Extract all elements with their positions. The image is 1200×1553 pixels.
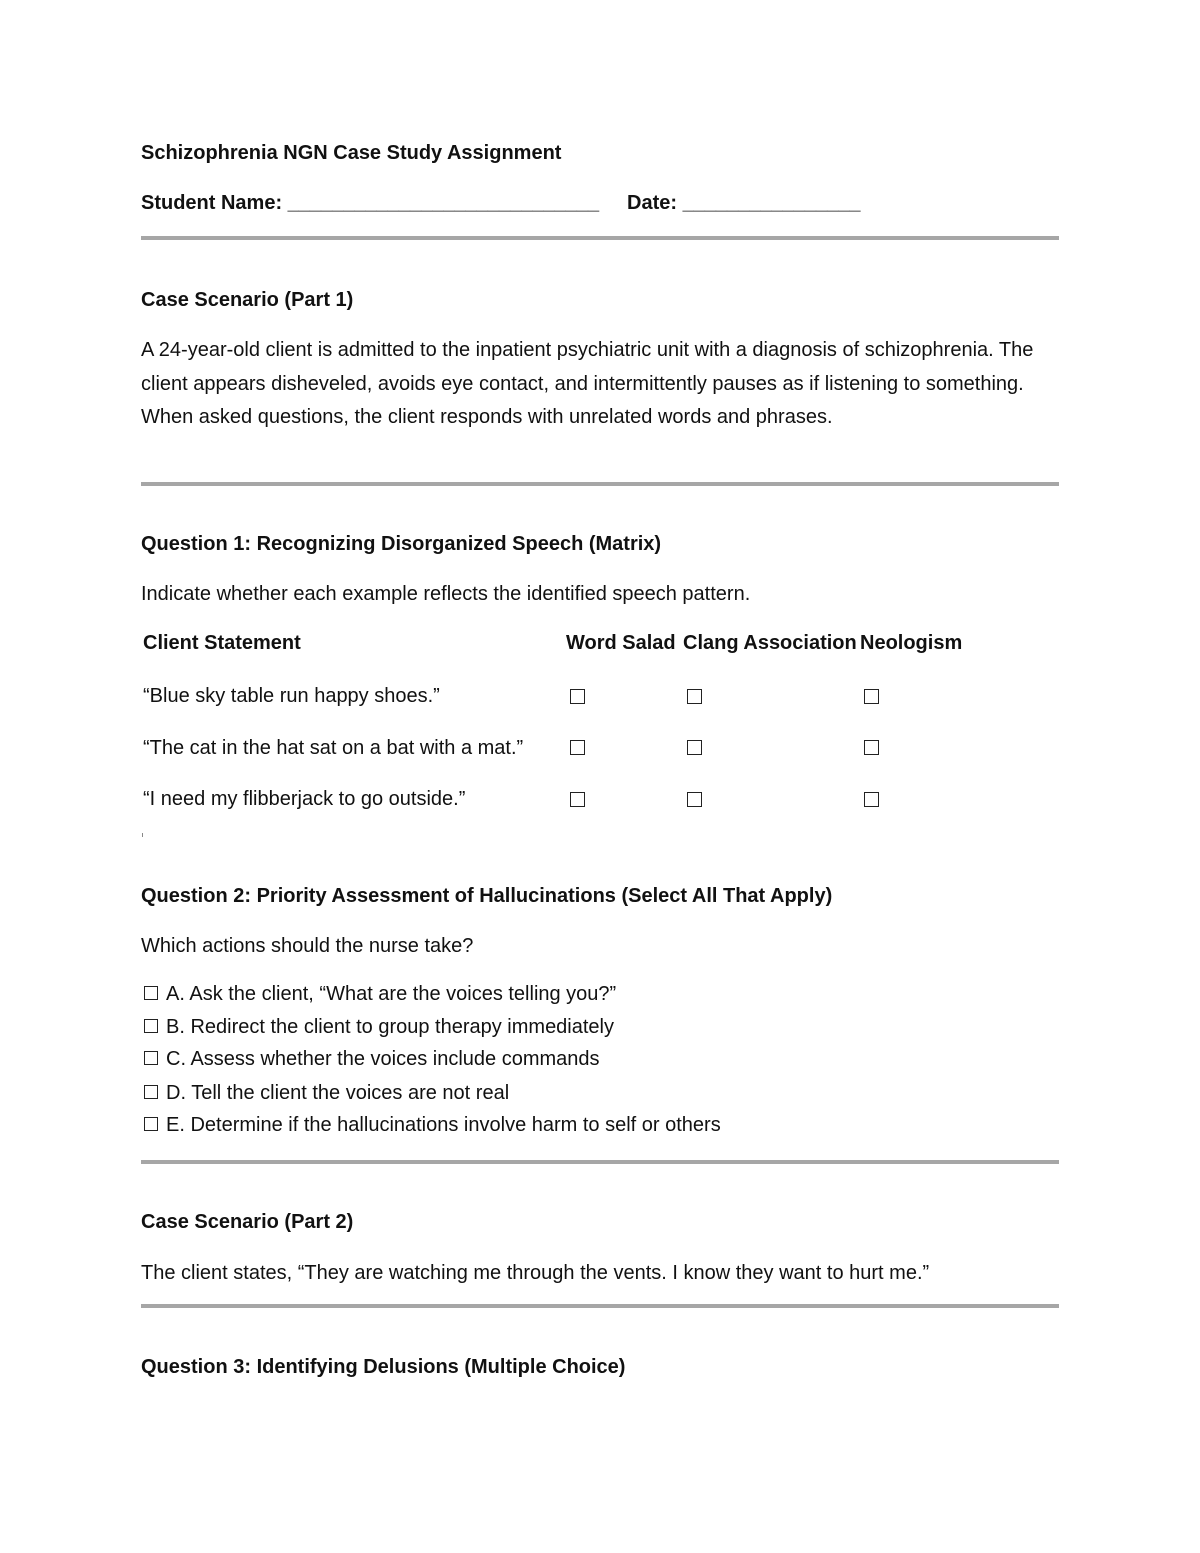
scenario2-heading: Case Scenario (Part 2) bbox=[141, 1211, 354, 1233]
matrix-row-statement: “The cat in the hat sat on a bat with a mat.” bbox=[143, 737, 524, 759]
document-title: Schizophrenia NGN Case Study Assignment bbox=[141, 142, 562, 164]
option-e[interactable] bbox=[144, 1114, 721, 1137]
matrix-checkbox-clang-association[interactable] bbox=[687, 689, 702, 704]
option-label: A. Ask the client, “What are the voices telling you?” bbox=[166, 983, 617, 1005]
matrix-checkbox-word-salad[interactable] bbox=[570, 689, 585, 704]
student-name-line: Student Name: ____________________________ bbox=[141, 192, 600, 214]
matrix-header-clang-association: Clang Association bbox=[683, 632, 857, 654]
matrix-checkbox-neologism[interactable] bbox=[864, 740, 879, 755]
matrix-checkbox-neologism[interactable] bbox=[864, 689, 879, 704]
scenario1-body: A 24-year-old client is admitted to the inpatient psychiatric unit with a diagnosis of schizophrenia. The client appears disheveled, avoids eye contact, and intermittently pauses as if listening to something. When asked questions, the client responds with unrelated words and phrases. bbox=[141, 339, 1034, 428]
matrix-checkbox-word-salad[interactable] bbox=[570, 792, 585, 807]
section-divider bbox=[141, 236, 1059, 240]
question2-prompt: Which actions should the nurse take? bbox=[141, 935, 474, 957]
option-label: B. Redirect the client to group therapy immediately bbox=[166, 1016, 614, 1038]
checkbox[interactable] bbox=[144, 1117, 158, 1131]
matrix-header-word-salad: Word Salad bbox=[566, 632, 676, 654]
matrix-header-statement: Client Statement bbox=[143, 632, 301, 654]
section-divider bbox=[141, 1304, 1059, 1308]
scenario2-body: The client states, “They are watching me through the vents. I know they want to hurt me.” bbox=[141, 1262, 930, 1284]
question1-prompt: Indicate whether each example reflects the identified speech pattern. bbox=[141, 583, 751, 605]
matrix-checkbox-neologism[interactable] bbox=[864, 792, 879, 807]
matrix-row-statement: “Blue sky table run happy shoes.” bbox=[143, 685, 440, 707]
section-divider bbox=[141, 1160, 1059, 1164]
checkbox[interactable] bbox=[144, 1051, 158, 1065]
option-label: D. Tell the client the voices are not real bbox=[166, 1082, 510, 1104]
matrix-checkbox-clang-association[interactable] bbox=[687, 740, 702, 755]
checkbox[interactable] bbox=[144, 986, 158, 1000]
option-a[interactable] bbox=[144, 983, 616, 1006]
question1-heading: Question 1: Recognizing Disorganized Speech (Matrix) bbox=[141, 533, 662, 555]
checkbox[interactable] bbox=[144, 1019, 158, 1033]
option-d[interactable] bbox=[144, 1082, 509, 1105]
checkbox[interactable] bbox=[144, 1085, 158, 1099]
option-c[interactable] bbox=[144, 1048, 600, 1071]
scenario1-heading: Case Scenario (Part 1) bbox=[141, 289, 354, 311]
matrix-header-neologism: Neologism bbox=[860, 632, 963, 654]
matrix-row-statement: “I need my flibberjack to go outside.” bbox=[143, 788, 466, 810]
option-label: E. Determine if the hallucinations involve harm to self or others bbox=[166, 1114, 721, 1136]
question3-heading: Question 3: Identifying Delusions (Multiple Choice) bbox=[141, 1356, 626, 1378]
question2-heading: Question 2: Priority Assessment of Hallucinations (Select All That Apply) bbox=[141, 885, 833, 907]
matrix-checkbox-clang-association[interactable] bbox=[687, 792, 702, 807]
section-divider bbox=[141, 482, 1059, 486]
stray-mark bbox=[142, 833, 143, 837]
matrix-checkbox-word-salad[interactable] bbox=[570, 740, 585, 755]
option-b[interactable] bbox=[144, 1016, 614, 1039]
option-label: C. Assess whether the voices include commands bbox=[166, 1048, 600, 1070]
date-line: Date: ________________ bbox=[627, 192, 861, 214]
